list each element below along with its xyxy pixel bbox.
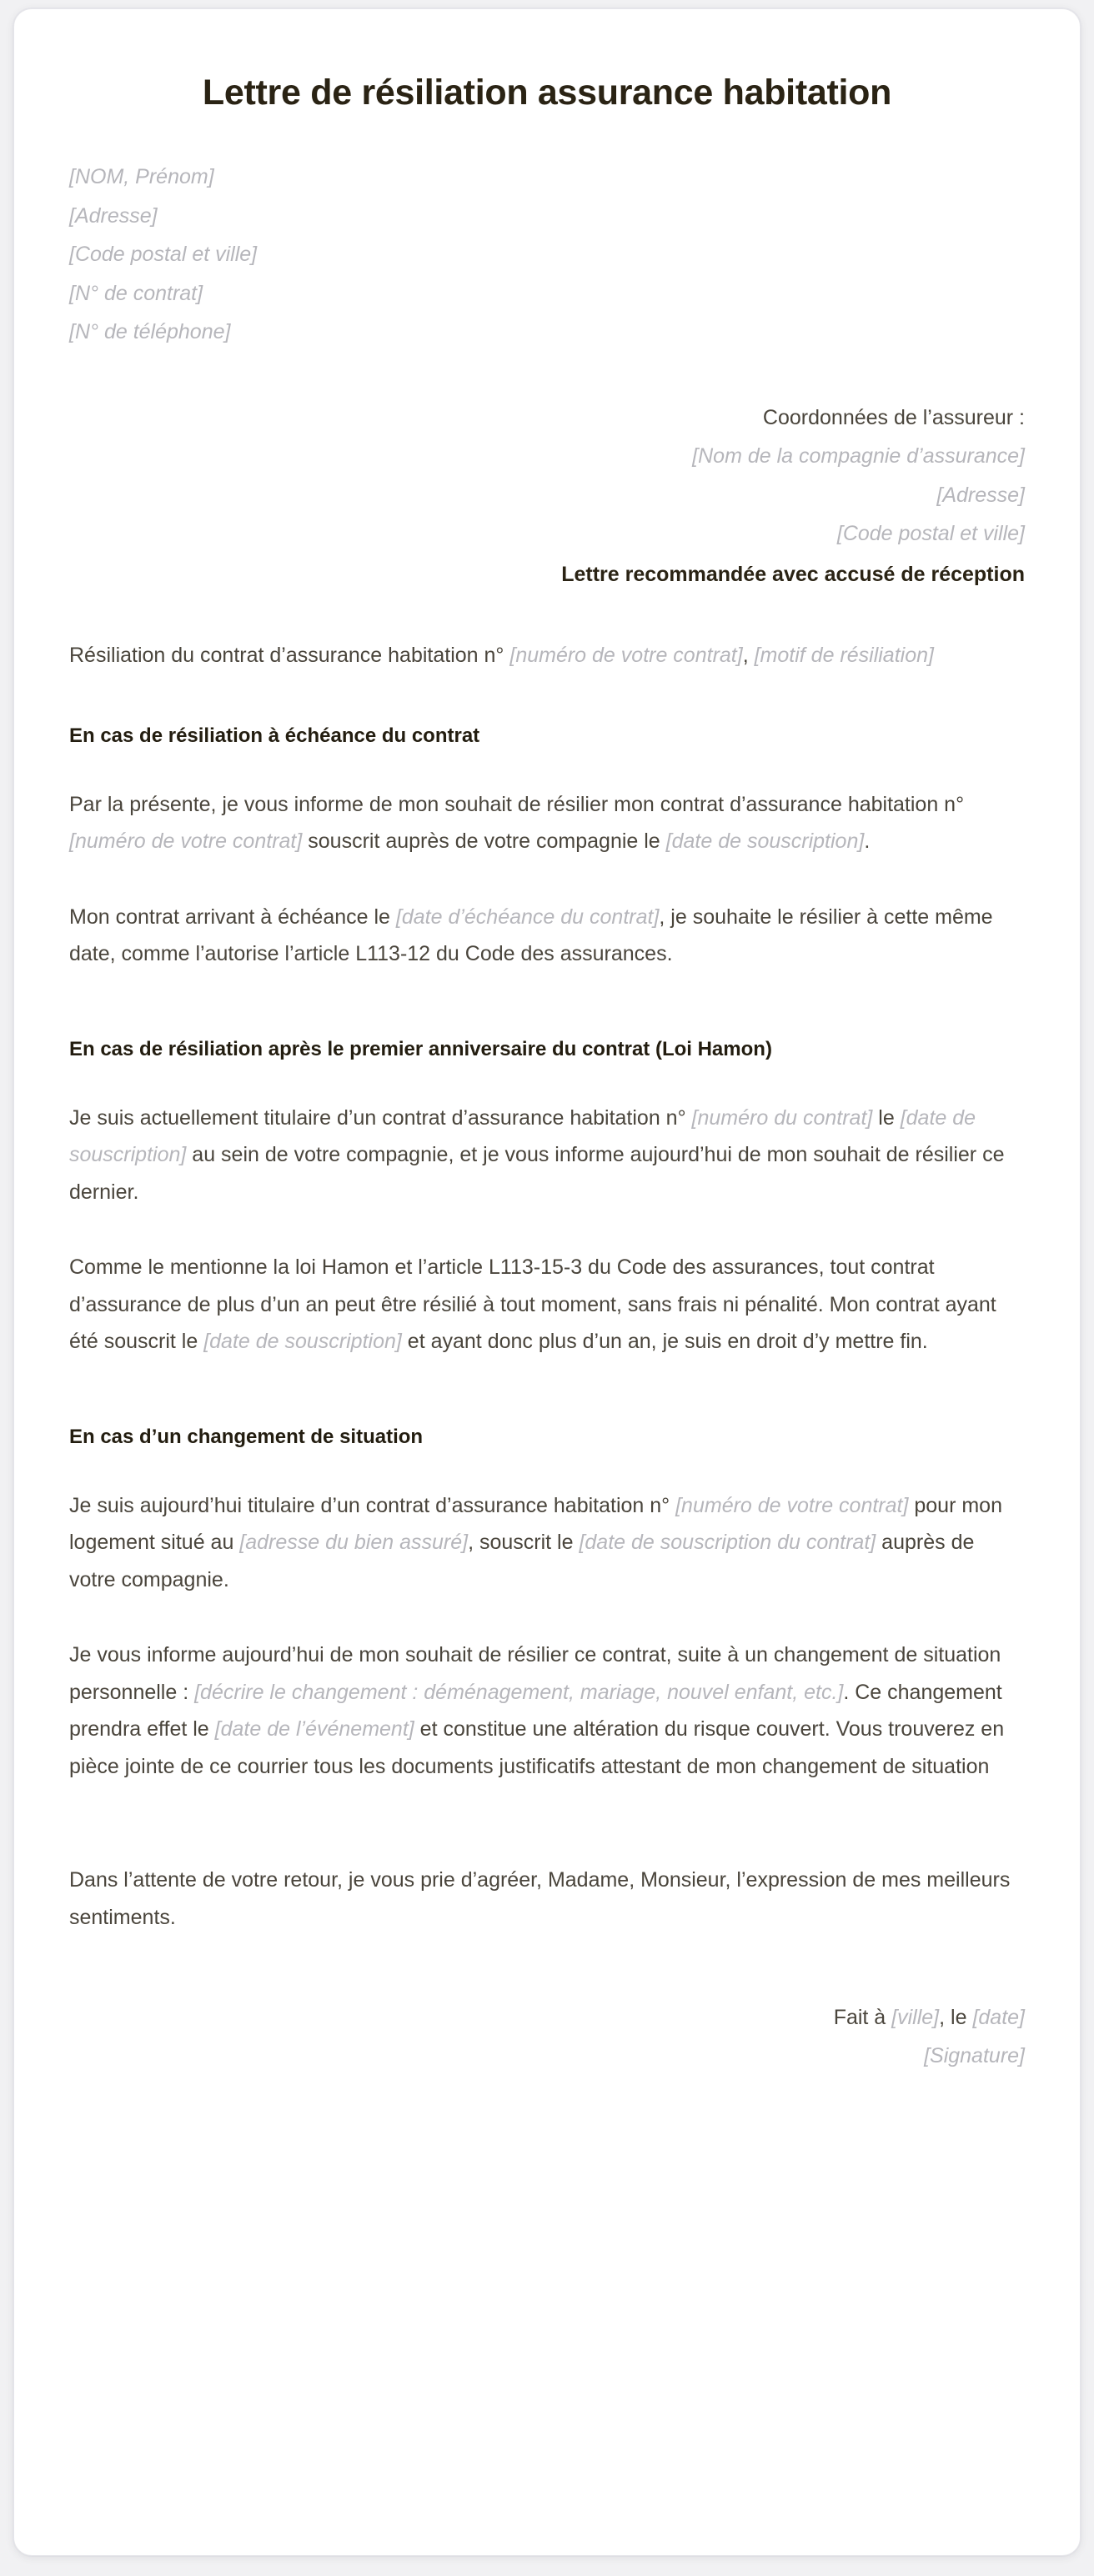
text-run: Je suis actuellement titulaire d’un contrat d’assurance habitation n° [69, 1105, 692, 1130]
recipient-line-postal-city: [Code postal et ville] [836, 522, 1025, 546]
placeholder-subscription-date: [date de souscription] [69, 1105, 976, 1167]
placeholder-contract-number: [numéro de votre contrat] [69, 829, 303, 854]
section-hamon-paragraph-2 [69, 1249, 1025, 1361]
sender-line-contract-number: [N° de contrat] [69, 281, 203, 305]
sender-line-address: [Adresse] [69, 203, 158, 228]
section-hamon-paragraph-1 [69, 1100, 1025, 1211]
subject-separator: , [742, 644, 755, 668]
text-run: Mon contrat arrivant à échéance le [69, 905, 396, 929]
place-and-date-line [69, 1999, 1025, 2037]
text-run: auprès de votre compagnie. [69, 1531, 975, 1591]
section-changement-paragraph-2 [69, 1636, 1025, 1785]
placeholder-city: [ville] [891, 2006, 940, 2030]
sender-line-phone: [N° de téléphone] [69, 320, 231, 344]
subject-contract-placeholder: [numéro de votre contrat] [509, 644, 743, 668]
signature-block [69, 1999, 1025, 2075]
text-run: Fait à [833, 2006, 892, 2030]
text-run: Par la présente, je vous informe de mon souhait de résilier mon contrat d’assurance habitation n° [69, 792, 965, 816]
closing-block [69, 1862, 1025, 1936]
recipient-line-company: [Nom de la compagnie d’assurance] [692, 444, 1025, 469]
placeholder-event-date: [date de l’événement] [214, 1717, 414, 1742]
section-echeance-paragraph-2 [69, 899, 1025, 973]
text-run: et ayant donc plus d’un an, je suis en droit d’y mettre fin. [401, 1330, 928, 1354]
registered-mail-notice: Lettre recommandée avec accusé de réception [561, 562, 1025, 586]
text-run: pour mon logement situé au [69, 1493, 1002, 1555]
section-echeance-paragraph-1 [69, 786, 1025, 860]
placeholder-change-description: [décrire le changement : déménagement, mariage, nouvel enfant, etc.] [194, 1680, 844, 1704]
text-run: Je vous informe aujourd’hui de mon souhait de résilier ce contrat, suite à un changement de situation personnelle : [69, 1643, 1001, 1704]
text-run: , je souhaite le résilier à cette même date, comme l’autorise l’article L113-12 du Code des assurances. [69, 905, 993, 966]
recipient-label: Coordonnées de l’assureur : [762, 405, 1025, 429]
text-run: . [864, 829, 871, 854]
recipient-address-block [69, 398, 1025, 594]
placeholder-expiry-date: [date d’échéance du contrat] [395, 905, 660, 929]
closing-paragraph: Dans l’attente de votre retour, je vous prie d’agréer, Madame, Monsieur, l’expression de mes meilleurs sentiments. [69, 1868, 1011, 1929]
subject-prefix: Résiliation du contrat d’assurance habitation n° [69, 644, 510, 668]
text-run: Comme le mentionne la loi Hamon et l’article L113-15-3 du Code des assurances, tout contrat d’assurance de plus d’un an peut être résilié à tout moment, sans frais ni pénalité. Mon contrat ayant été souscrit le [69, 1255, 996, 1354]
placeholder-signature: [Signature] [924, 2043, 1025, 2067]
text-run: Je suis aujourd’hui titulaire d’un contrat d’assurance habitation n° [69, 1493, 676, 1517]
text-run: , le [939, 2006, 973, 2030]
letter-document-card [13, 8, 1081, 2556]
text-run: . Ce changement prendra effet le [69, 1680, 1002, 1742]
sender-line-name: [NOM, Prénom] [69, 165, 214, 189]
placeholder-contract-number: [numéro de votre contrat] [675, 1493, 909, 1517]
section-changement-paragraph-1 [69, 1487, 1025, 1599]
placeholder-contract-number: [numéro du contrat] [691, 1105, 873, 1130]
placeholder-date: [date] [972, 2006, 1025, 2030]
section-heading-echeance: En cas de résiliation à échéance du contrat [69, 724, 480, 747]
text-run: souscrit auprès de votre compagnie le [302, 829, 666, 854]
placeholder-subscription-date: [date de souscription] [665, 829, 865, 854]
text-run: et constitue une altération du risque couvert. Vous trouverez en pièce jointe de ce courrier tous les documents justificatifs attestant de mon changement de situation [69, 1717, 1005, 1778]
section-heading-loi-hamon: En cas de résiliation après le premier anniversaire du contrat (Loi Hamon) [69, 1037, 772, 1060]
subject-reason-placeholder: [motif de résiliation] [754, 644, 934, 668]
placeholder-subscription-date: [date de souscription] [203, 1330, 402, 1354]
text-run: le [872, 1105, 901, 1130]
recipient-line-address: [Adresse] [936, 483, 1025, 507]
sender-line-postal-city: [Code postal et ville] [69, 243, 258, 267]
placeholder-insured-property-address: [adresse du bien assuré] [239, 1531, 469, 1555]
text-run: au sein de votre compagnie, et je vous informe aujourd’hui de mon souhait de résilier ce dernier. [69, 1143, 1005, 1204]
section-heading-changement-situation: En cas d’un changement de situation [69, 1425, 424, 1448]
sender-address-block [69, 158, 1025, 352]
text-run: , souscrit le [468, 1531, 580, 1555]
placeholder-contract-subscription-date: [date de souscription du contrat] [579, 1531, 876, 1555]
page-title: Lettre de résiliation assurance habitation [202, 73, 892, 113]
subject-line [69, 639, 1011, 673]
